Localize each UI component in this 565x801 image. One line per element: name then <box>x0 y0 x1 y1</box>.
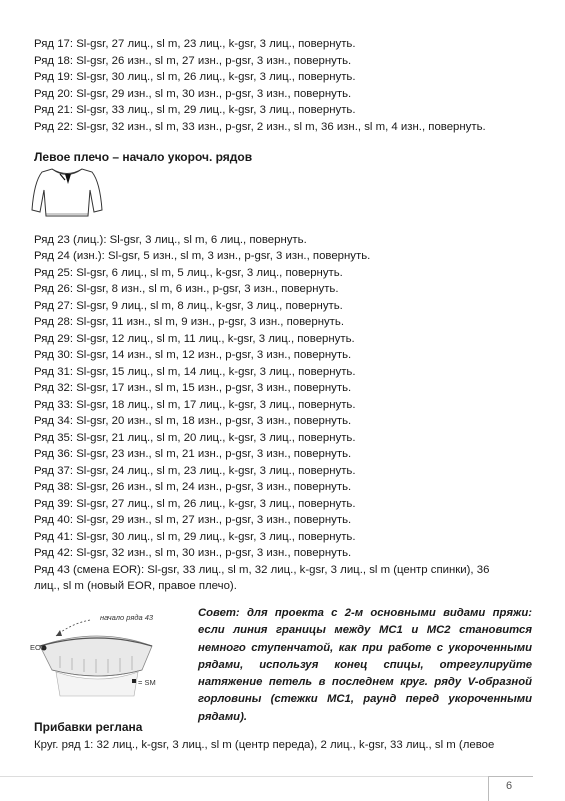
row-37: Ряд 37: Sl-gsr, 24 лиц., sl m, 23 лиц., k-gsr, 3 лиц., повернуть. <box>34 465 356 477</box>
row-43-cont: лиц., sl m (новый EOR, правое плечо). <box>34 580 237 592</box>
row-17: Ряд 17: Sl-gsr, 27 лиц., sl m, 23 лиц., k-gsr, 3 лиц., повернуть. <box>34 38 356 50</box>
row-34: Ряд 34: Sl-gsr, 20 изн., sl m, 18 изн., p-gsr, 3 изн., повернуть. <box>34 415 352 427</box>
sm-label: = SM <box>138 678 156 687</box>
yoke-diagram-icon <box>30 612 185 702</box>
row-27: Ряд 27: Sl-gsr, 9 лиц., sl m, 8 лиц., k-gsr, 3 лиц., повернуть. <box>34 300 343 312</box>
row-36: Ряд 36: Sl-gsr, 23 изн., sl m, 21 изн., p-gsr, 3 изн., повернуть. <box>34 448 352 460</box>
row-22: Ряд 22: Sl-gsr, 32 изн., sl m, 33 изн., p-gsr, 2 изн., sl m, 36 изн., sl m, 4 изн., повернуть. <box>34 121 486 133</box>
section-heading-raglan: Прибавки реглана <box>34 720 143 734</box>
sweater-sketch-icon <box>30 166 104 218</box>
row-32: Ряд 32: Sl-gsr, 17 изн., sl m, 15 изн., p-gsr, 3 изн., повернуть. <box>34 382 352 394</box>
row-42: Ряд 42: Sl-gsr, 32 изн., sl m, 30 изн., p-gsr, 3 изн., повернуть. <box>34 547 352 559</box>
row-35: Ряд 35: Sl-gsr, 21 лиц., sl m, 20 лиц., k-gsr, 3 лиц., повернуть. <box>34 432 356 444</box>
row-41: Ряд 41: Sl-gsr, 30 лиц., sl m, 29 лиц., k-gsr, 3 лиц., повернуть. <box>34 531 356 543</box>
row-40: Ряд 40: Sl-gsr, 29 изн., sl m, 27 изн., p-gsr, 3 изн., повернуть. <box>34 514 352 526</box>
row-43: Ряд 43 (смена EOR): Sl-gsr, 33 лиц., sl m, 32 лиц., k-gsr, 3 лиц., sl m (центр спинки), 36 <box>34 564 490 576</box>
row-33: Ряд 33: Sl-gsr, 18 лиц., sl m, 17 лиц., k-gsr, 3 лиц., повернуть. <box>34 399 356 411</box>
raglan-row-1: Круг. ряд 1: 32 лиц., k-gsr, 3 лиц., sl m (центр переда), 2 лиц., k-gsr, 33 лиц., sl m (левое <box>34 739 495 751</box>
row-19: Ряд 19: Sl-gsr, 30 лиц., sl m, 26 лиц., k-gsr, 3 лиц., повернуть. <box>34 71 356 83</box>
row-30: Ряд 30: Sl-gsr, 14 изн., sl m, 12 изн., p-gsr, 3 изн., повернуть. <box>34 349 352 361</box>
row-28: Ряд 28: Sl-gsr, 11 изн., sl m, 9 изн., p-gsr, 3 изн., повернуть. <box>34 316 344 328</box>
row-26: Ряд 26: Sl-gsr, 8 изн., sl m, 6 изн., p-gsr, 3 изн., повернуть. <box>34 283 339 295</box>
page-number: 6 <box>506 780 513 792</box>
footer-rule <box>0 776 488 777</box>
start-row-label: начало ряда 43 <box>100 613 154 622</box>
row-39: Ряд 39: Sl-gsr, 27 лиц., sl m, 26 лиц., k-gsr, 3 лиц., повернуть. <box>34 498 356 510</box>
row-25: Ряд 25: Sl-gsr, 6 лиц., sl m, 5 лиц., k-gsr, 3 лиц., повернуть. <box>34 267 343 279</box>
row-31: Ряд 31: Sl-gsr, 15 лиц., sl m, 14 лиц., k-gsr, 3 лиц., повернуть. <box>34 366 356 378</box>
row-23: Ряд 23 (лиц.): Sl-gsr, 3 лиц., sl m, 6 лиц., повернуть. <box>34 234 307 246</box>
section-heading-left-shoulder: Левое плечо – начало укороч. рядов <box>34 150 253 164</box>
tip-paragraph: Совет: для проекта с 2-м основными видами пряжи: если линия границы между MC1 и MC2 становится немного ступенчатой, как при работе с укороченными рядами, используя конец спицы, отрегулируйте натяжение петель в последнем круг. ряду V-образной горловины (стежки MC1, раунд перед укороченными рядами). <box>198 607 532 723</box>
row-21: Ряд 21: Sl-gsr, 33 лиц., sl m, 29 лиц., k-gsr, 3 лиц., повернуть. <box>34 104 356 116</box>
row-18: Ряд 18: Sl-gsr, 26 изн., sl m, 27 изн., p-gsr, 3 изн., повернуть. <box>34 55 352 67</box>
row-29: Ряд 29: Sl-gsr, 12 лиц., sl m, 11 лиц., k-gsr, 3 лиц., повернуть. <box>34 333 355 345</box>
row-38: Ряд 38: Sl-gsr, 26 изн., sl m, 24 изн., p-gsr, 3 изн., повернуть. <box>34 481 352 493</box>
row-20: Ряд 20: Sl-gsr, 29 изн., sl m, 30 изн., p-gsr, 3 изн., повернуть. <box>34 88 352 100</box>
eor-label: EOR <box>30 643 47 652</box>
row-24: Ряд 24 (изн.): Sl-gsr, 5 изн., sl m, 3 изн., p-gsr, 3 изн., повернуть. <box>34 250 371 262</box>
